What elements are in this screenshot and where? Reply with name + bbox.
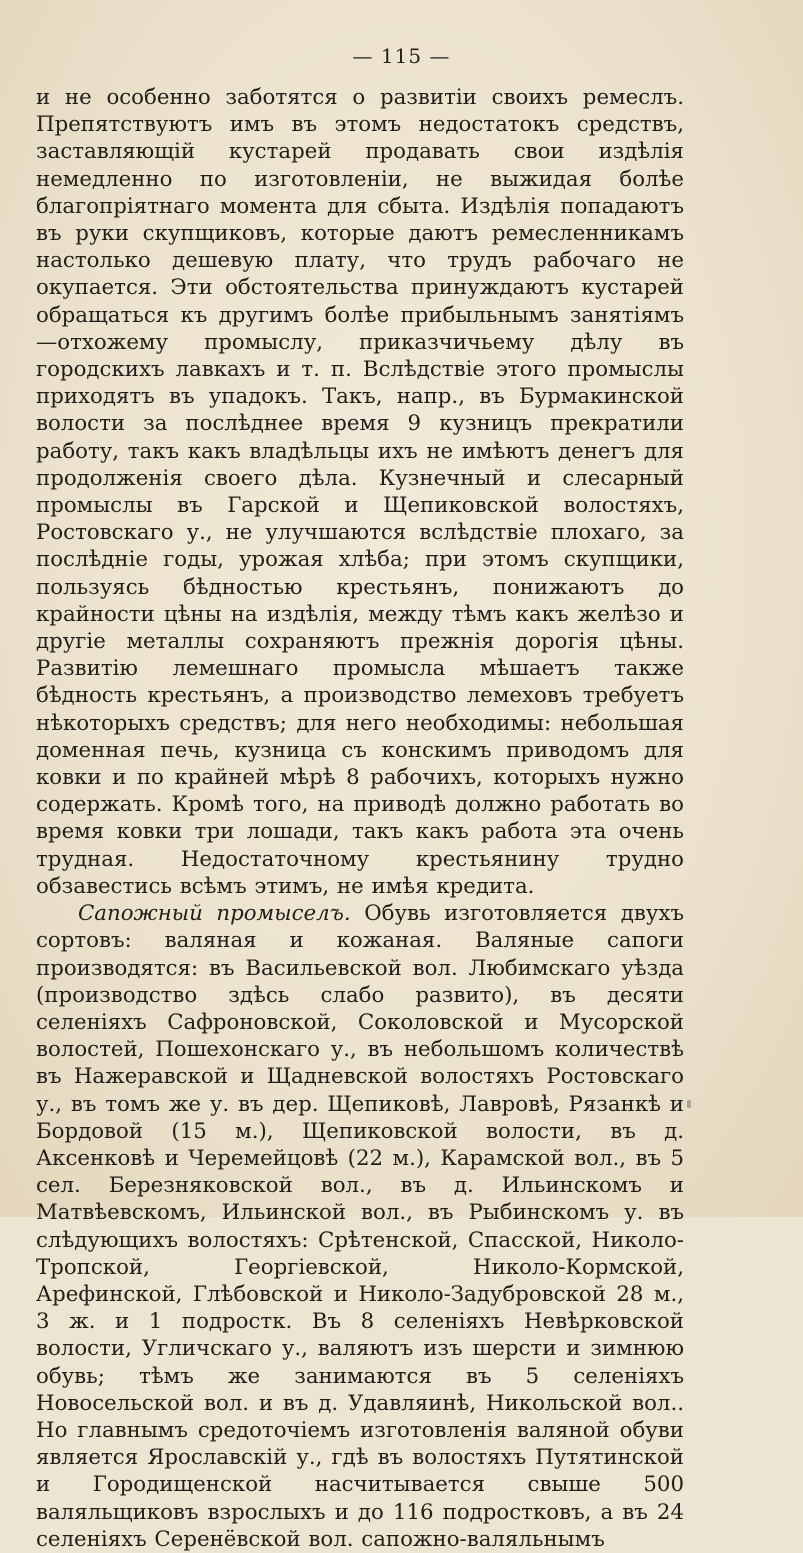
section-heading: Сапожный промыселъ. (78, 901, 351, 927)
paragraph-2-text: Обувь изготовляется двухъ сортовъ: валяная и кожаная. Валяные сапоги производятся: въ Васильевской вол. Любимскаго уѣзда (производство здѣсь слабо развито), въ десяти селеніяхъ Сафроновской, Соколовской и Мусорской волостей, Пошехонскаго у., въ небольшомъ количествѣ въ Нажеравской и Щадневской волостяхъ Ростовскаго у., въ томъ же у. въ дер. Щепиковѣ, Лавровѣ, Рязанкѣ и Бордовой (15 м.), Щепиковской волости, въ д. Аксенковѣ и Черемейцовѣ (22 м.), Карамской вол., въ 5 сел. Березняковской вол., въ д. Ильинскомъ и Матвѣевскомъ, Ильинской вол., въ Рыбинскомъ у. въ слѣдующихъ волостяхъ: Срѣтенской, Спасской, Николо-Тропской, Георгіевской, Николо-Кормской, Арефинской, Глѣбовской и Николо-Задубровской 28 м., 3 ж. и 1 подростк. Въ 8 селеніяхъ Невѣрковской волости, Угличскаго у., валяютъ изъ шерсти и зимнюю обувь; тѣмъ же занимаются въ 5 селеніяхъ Новосельской вол. и въ д. Удавляинѣ, Никольской вол.. Но главнымъ средоточіемъ изготовленія валяной обуви является Ярославскій у., гдѣ въ волостяхъ Путятинской и Городищенской насчитывается свыше 500 валяльщиковъ взрослыхъ и до 116 подростковъ, а въ 24 селеніяхъ Серенёвской вол. сапожно-валяльнымъ (36, 901, 684, 1552)
paragraph-1: и не особенно заботятся о развитіи своихъ ремеслъ. Препятствуютъ имъ въ этомъ недостатокъ средствъ, заставляющій кустарей продавать свои издѣлія немедленно по изготовленіи, не выжидая болѣе благопріятнаго момента для сбыта. Издѣлія попадаютъ въ руки скупщиковъ, которые даютъ ремесленникамъ настолько дешевую плату, что трудъ рабочаго не окупается. Эти обстоятельства принуждаютъ кустарей обращаться къ другимъ болѣе прибыльнымъ занятіямъ—отхожему промыслу, приказчичьему дѣлу въ городскихъ лавкахъ и т. п. Вслѣдствіе этого промыслы приходятъ въ упадокъ. Такъ, напр., въ Бурмакинской волости за послѣднее время 9 кузницъ прекратили работу, такъ какъ владѣльцы ихъ не имѣютъ денегъ для продолженія своего дѣла. Кузнечный и слесарный промыслы въ Гарской и Щепиковской волостяхъ, Ростовскаго у., не улучшаются вслѣдствіе плохаго, за послѣдніе годы, урожая хлѣба; при этомъ скупщики, пользуясь бѣдностью крестьянъ, понижаютъ до крайности цѣны на издѣлія, между тѣмъ какъ желѣзо и другіе металлы сохраняютъ прежнія дорогія цѣны. Развитію лемешнаго промысла мѣшаетъ также бѣдность крестьянъ, а производство лемеховъ требуетъ нѣкоторыхъ средствъ; для него необходимы: небольшая доменная печь, кузница съ конскимъ приводомъ для ковки и по крайней мѣрѣ 8 рабочихъ, которыхъ нужно содержать. Кромѣ того, на приводѣ должно работать во время ковки три лошади, такъ какъ работа эта очень трудная. Недостаточному крестьянину трудно обзавестись всѣмъ этимъ, не имѣя кредита. (36, 85, 684, 899)
body-text (36, 84, 684, 1553)
ink-smudge (687, 1100, 691, 1108)
page-number: — 115 — (352, 44, 451, 68)
paragraph-2 (36, 900, 684, 1553)
